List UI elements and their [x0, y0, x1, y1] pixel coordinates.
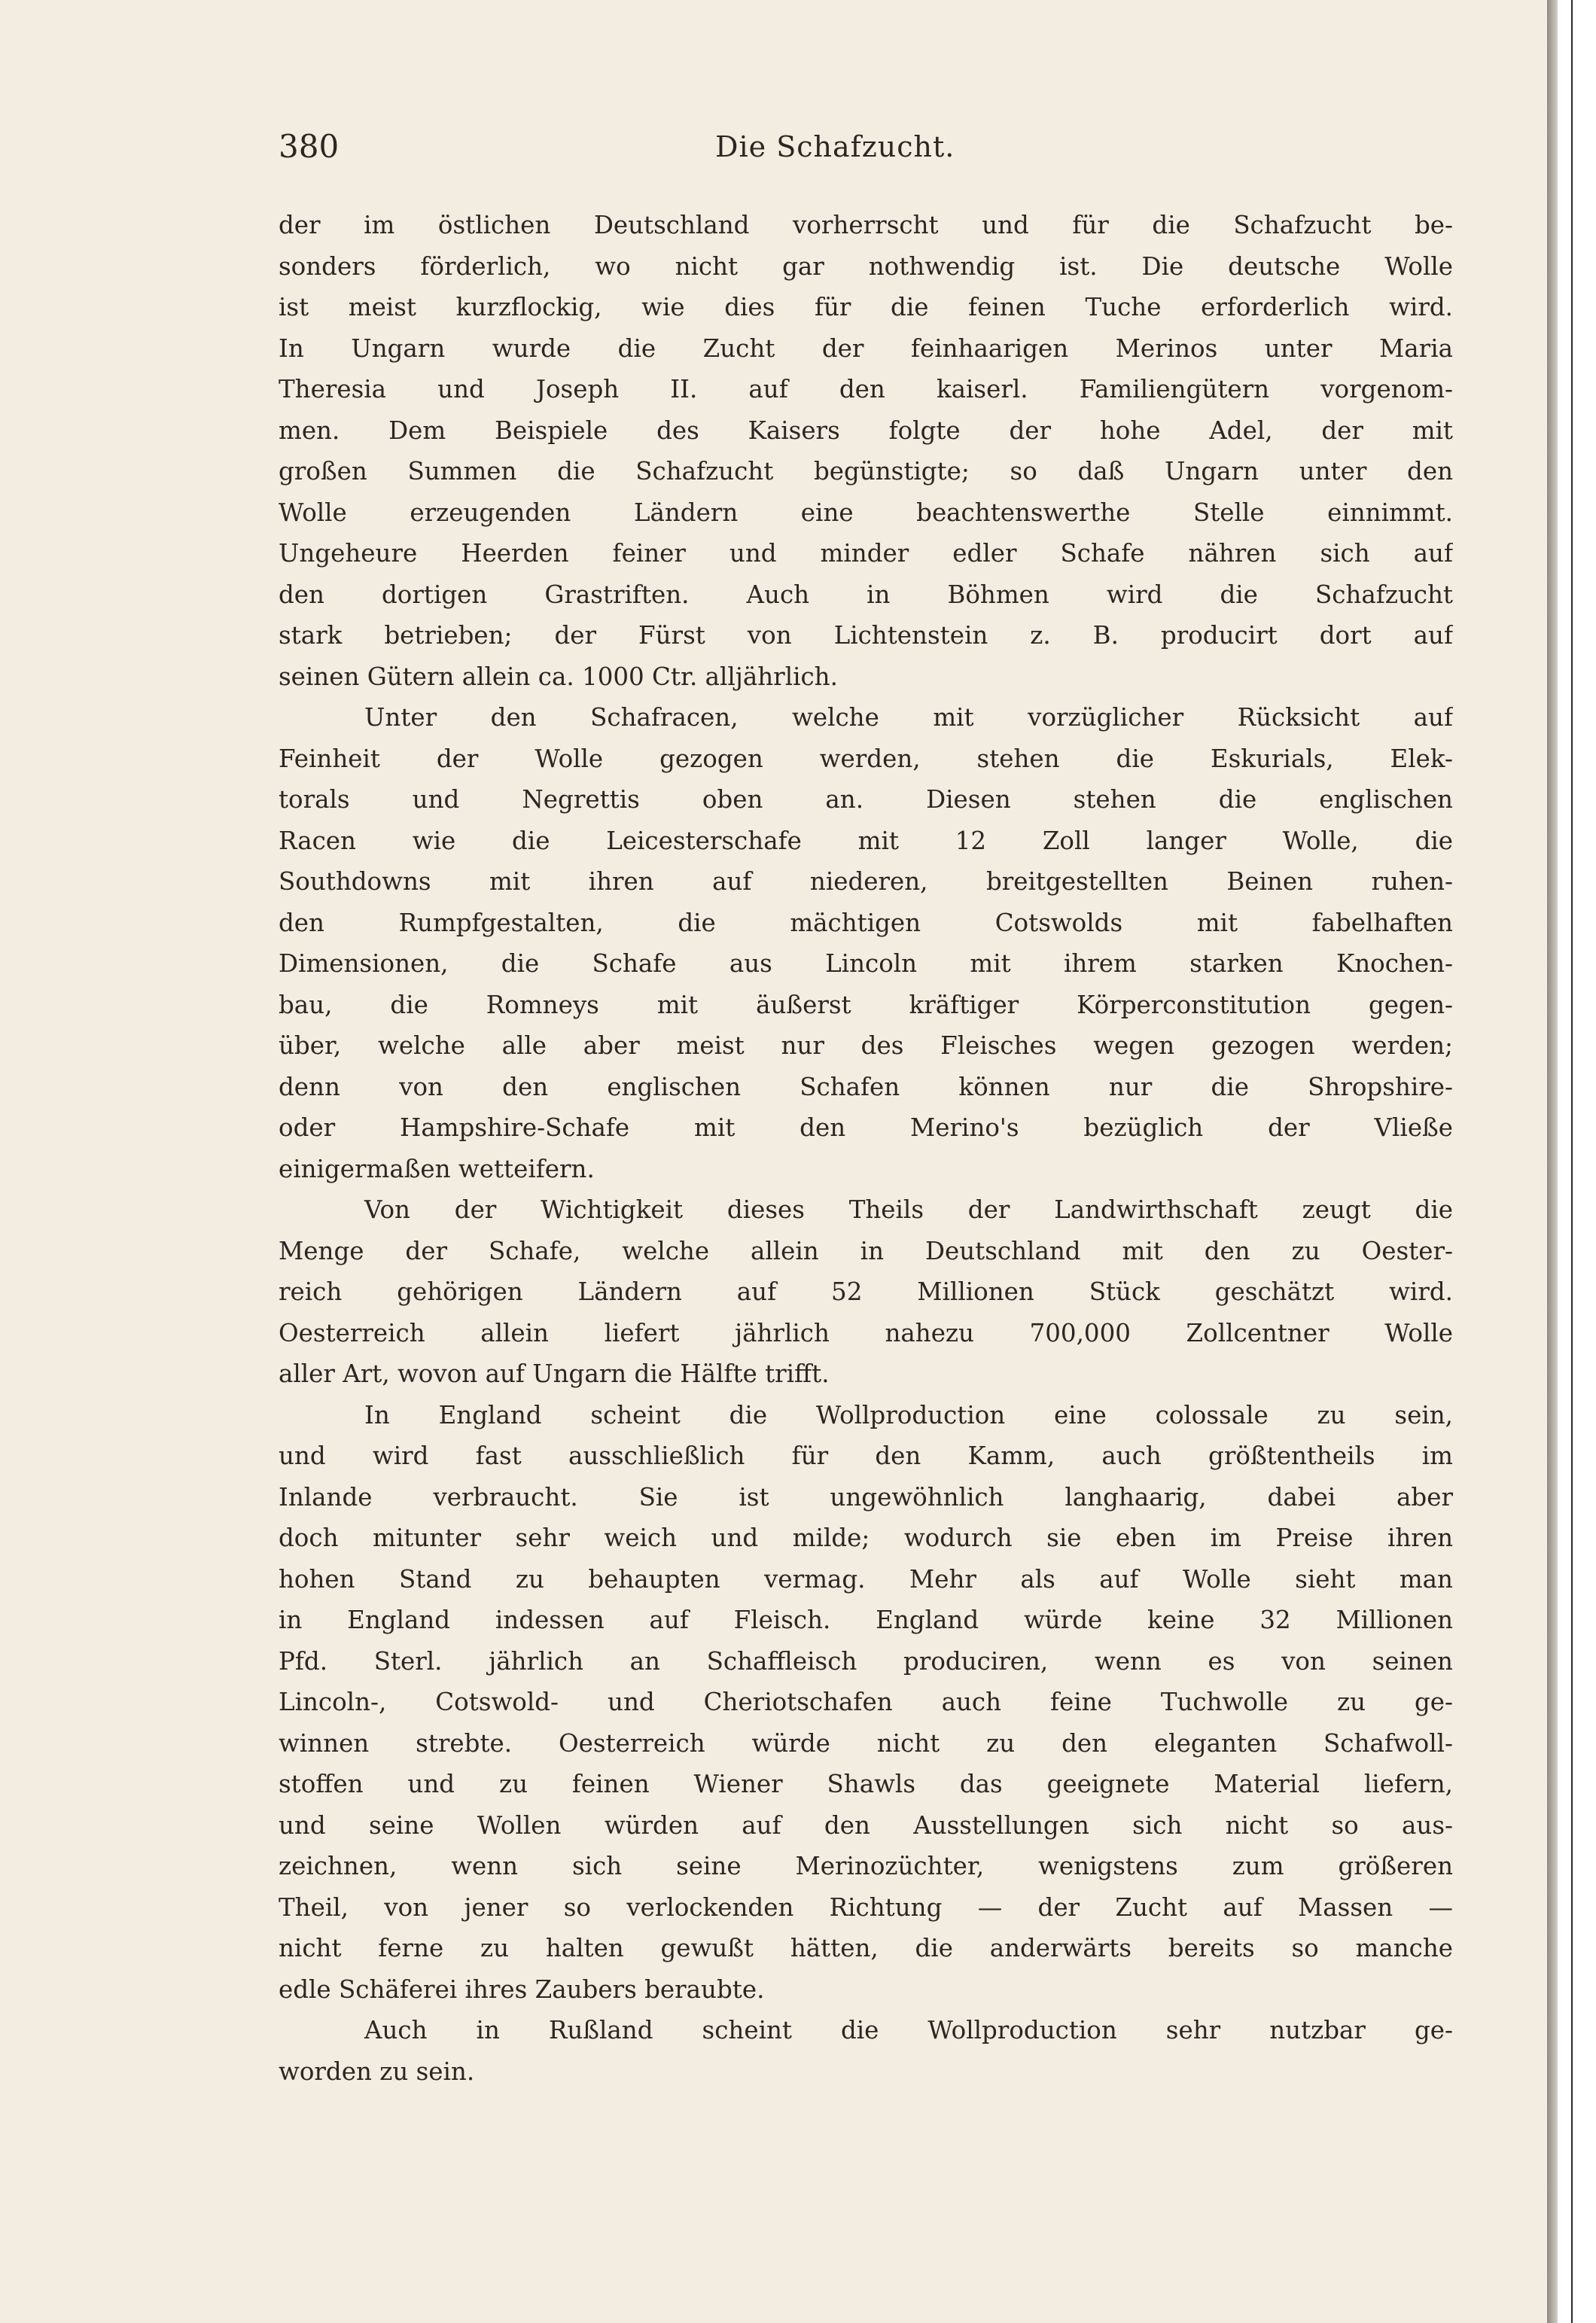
text-line: den dortigen Grastriften. Auch in Böhmen wird die Schafzucht [279, 580, 1453, 609]
text-line: Auch in Rußland scheint die Wollproduction sehr nutzbar ge- [364, 2016, 1453, 2044]
text-line: hohen Stand zu behaupten vermag. Mehr als auf Wolle sieht man [279, 1564, 1453, 1594]
text-line: in England indessen auf Fleisch. England würde keine 32 Millionen [279, 1606, 1453, 1634]
text-line: Theresia und Joseph II. auf den kaiserl. Familiengütern vorgenom- [279, 375, 1453, 403]
text-line: zeichnen, wenn sich seine Merinozüchter, wenigstens zum größeren [279, 1852, 1453, 1880]
text-line: Wolle erzeugenden Ländern eine beachtenswerthe Stelle einnimmt. [279, 498, 1453, 527]
text-line: Feinheit der Wolle gezogen werden, stehen die Eskurials, Elek- [279, 744, 1453, 773]
text-line: men. Dem Beispiele des Kaisers folgte der hohe Adel, der mit [279, 416, 1453, 445]
text-line: denn von den englischen Schafen können nur die Shropshire- [279, 1072, 1453, 1101]
text-line: und wird fast ausschließlich für den Kamm, auch größtentheils im [279, 1442, 1453, 1470]
running-head [279, 120, 1453, 173]
text-line: oder Hampshire-Schafe mit den Merino's bezüglich der Vließe [279, 1113, 1453, 1142]
text-line: bau, die Romneys mit äußerst kräftiger Körperconstitution gegen- [279, 990, 1453, 1019]
text-line: seinen Gütern allein ca. 1000 Ctr. alljährlich. [279, 662, 838, 691]
paragraph [279, 1189, 1453, 1395]
text-line: sonders förderlich, wo nicht gar nothwendig ist. Die deutsche Wolle [279, 251, 1453, 281]
text-line: reich gehörigen Ländern auf 52 Millionen Stück geschätzt wird. [279, 1277, 1453, 1306]
text-line: über, welche alle aber meist nur des Fleisches wegen gezogen werden; [279, 1031, 1453, 1060]
text-line: ist meist kurzflockig, wie dies für die feinen Tuche erforderlich wird. [279, 293, 1453, 321]
paragraph [279, 205, 1453, 697]
text-line: Lincoln-, Cotswold- und Cheriotschafen auch feine Tuchwolle zu ge- [279, 1688, 1453, 1716]
text-line: Pfd. Sterl. jährlich an Schaffleisch produciren, wenn es von seinen [279, 1646, 1453, 1676]
paragraph [279, 697, 1453, 1189]
paragraph [279, 2010, 1453, 2092]
text-line: torals und Negrettis oben an. Diesen stehen die englischen [279, 785, 1453, 814]
text-line: stoffen und zu feinen Wiener Shawls das geeignete Material liefern, [279, 1770, 1453, 1798]
text-line: den Rumpfgestalten, die mächtigen Cotswolds mit fabelhaften [279, 908, 1453, 937]
text-line: einigermaßen wetteifern. [279, 1154, 595, 1183]
text-line: Menge der Schafe, welche allein in Deutschland mit den zu Oester- [279, 1236, 1453, 1265]
text-line: worden zu sein. [279, 2057, 475, 2086]
text-line: In England scheint die Wollproduction eine colossale zu sein, [364, 1400, 1453, 1429]
text-line: aller Art, wovon auf Ungarn die Hälfte trifft. [279, 1359, 830, 1388]
text-line: nicht ferne zu halten gewußt hätten, die anderwärts bereits so manche [279, 1934, 1453, 1962]
paragraph [279, 1395, 1453, 2011]
text-line: In Ungarn wurde die Zucht der feinhaarigen Merinos unter Maria [279, 333, 1453, 363]
text-line: großen Summen die Schafzucht begünstigte; so daß Ungarn unter den [279, 457, 1453, 486]
page-edge-shadow [1547, 0, 1596, 2323]
text-line: Oesterreich allein liefert jährlich nahezu 700,000 Zollcentner Wolle [279, 1318, 1453, 1347]
text-line: edle Schäferei ihres Zaubers beraubte. [279, 1974, 765, 2004]
text-line: stark betrieben; der Fürst von Lichtenstein z. B. producirt dort auf [279, 621, 1453, 650]
body-text [279, 205, 1453, 2132]
text-line: und seine Wollen würden auf den Ausstellungen sich nicht so aus- [279, 1810, 1453, 1840]
text-line: Ungeheure Heerden feiner und minder edler Schafe nähren sich auf [279, 539, 1453, 568]
page-number: 380 [279, 128, 340, 165]
text-line: Unter den Schafracen, welche mit vorzüglicher Rücksicht auf [364, 703, 1453, 732]
text-line: Dimensionen, die Schafe aus Lincoln mit ihrem starken Knochen- [279, 949, 1453, 978]
text-line: Inlande verbraucht. Sie ist ungewöhnlich langhaarig, dabei aber [279, 1482, 1453, 1512]
text-line: der im östlichen Deutschland vorherrscht und für die Schafzucht be- [279, 211, 1453, 239]
running-title: Die Schafzucht. [715, 130, 955, 163]
text-line: winnen strebte. Oesterreich würde nicht zu den eleganten Schafwoll- [279, 1728, 1453, 1758]
text-line: doch mitunter sehr weich und milde; wodurch sie eben im Preise ihren [279, 1524, 1453, 1552]
text-line: Southdowns mit ihren auf niederen, breitgestellten Beinen ruhen- [279, 867, 1453, 896]
text-line: Racen wie die Leicesterschafe mit 12 Zoll langer Wolle, die [279, 826, 1453, 855]
text-line: Theil, von jener so verlockenden Richtung — der Zucht auf Massen — [279, 1892, 1453, 1922]
text-line: Von der Wichtigkeit dieses Theils der Landwirthschaft zeugt die [364, 1195, 1453, 1224]
